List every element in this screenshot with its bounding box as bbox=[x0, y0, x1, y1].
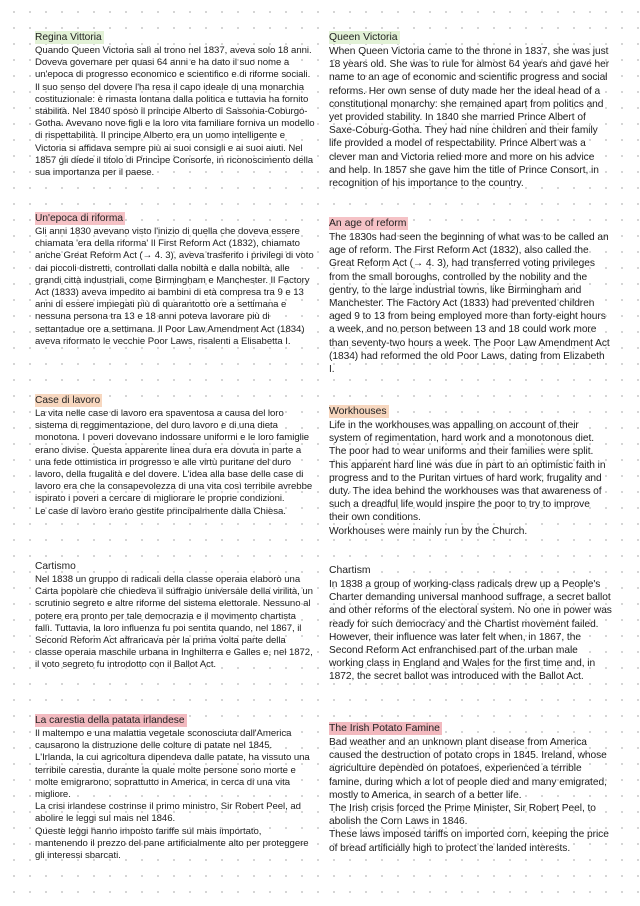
section-carestia-patata bbox=[35, 710, 315, 862]
section-paragraph: Nel 1838 un gruppo di radicali della classe operaia elaborò una Carta popolare che chiedeva il suffragio universale della virilità, un scrutinio segreto e altre riforme del sistema elettorale. Nessuno al potere era pronto per tale democrazia e il movimento chartista fallì. Tuttavia, la loro influenza fu poi sentita quando, nel 1867, il Second Reform Act affrancava per la prima volta parte della classe operaia maschile urbana in Inghilterra e Galles e, nel 1872, il voto segreto fu introdotto con il Ballot Act. bbox=[35, 574, 313, 671]
section-cartismo bbox=[35, 556, 315, 672]
section-paragraph: Workhouses were mainly run by the Church. bbox=[329, 525, 528, 537]
section-paragraph: Gli anni 1830 avevano visto l'inizio di quella che doveva essere chiamata 'era della riforma' Il First Reform Act (1832), chiamato anche Great Reform Act (→ 4. 3), aveva trasferito i privilegi di voto dai piccoli distretti, controllati dalla nobiltà e dalla nobiltà, alle grandi città industriali, come Birmingham e Manchester. Il Factory Act (1833) aveva impedito ai bambini di età compresa tra 9 e 13 anni di essere impiegati più di quarantotto ore a settimana e nessuna persona tra 13 e 18 anni poteva lavorare più di settantadue ore a settimana. Il Poor Law Amendment Act (1834) aveva riformato le vecchie Poor Laws, risalenti a Elisabetta I. bbox=[35, 226, 314, 347]
section-paragraph: Il maltempo e una malattia vegetale sconosciuta dall'America causarono la distruzione delle colture di patate nel 1845. bbox=[35, 728, 292, 752]
section-workhouses bbox=[329, 401, 612, 538]
section-heading: An age of reform bbox=[329, 218, 407, 229]
section-irish-potato-famine bbox=[329, 718, 612, 855]
section-heading: Queen Victoria bbox=[329, 32, 398, 43]
section-paragraph: The Irish crisis forced the Prime Minister, Sir Robert Peel, to abolish the Corn Laws in 1846. bbox=[329, 803, 596, 828]
section-paragraph: L'Irlanda, la cui agricoltura dipendeva dalle patate, ha vissuto una terribile carestia, durante la quale molte persone sono morte e molte emigrarono, soprattutto in America, in cerca di una vita migliore. bbox=[35, 752, 310, 801]
section-heading: Un'epoca di riforma bbox=[35, 213, 124, 224]
section-paragraph: These laws imposed tariffs on imported corn, keeping the price of bread artificially high to protect the landed interests. bbox=[329, 829, 609, 854]
section-case-di-lavoro bbox=[35, 390, 315, 518]
section-heading: Case di lavoro bbox=[35, 395, 101, 406]
section-paragraph: Quando Queen Victoria salì al trono nel 1837, aveva solo 18 anni. Doveva governare per quasi 64 anni e ha dato il suo nome a un'epoca di progresso economico e scientifico e di riforme sociali. Il suo senso del dovere l'ha resa il capo ideale di una monarchia costituzionale: è rimasta lontana dalla politica e tuttavia ha fornito stabilità. Nel 1840 sposò il principe Alberto di Sassonia-Coburgo-Gotha. Avevano nove figli e la loro vita familiare forniva un modello di rispettabilità. Il principe Alberto era un uomo intelligente e Victoria si affidava sempre più ai suoi consigli e ai suoi aiuti. Nel 1857 gli diede il titolo di Principe Consorte, in riconoscimento della sua importanza per il paese. bbox=[35, 45, 315, 179]
section-regina-vittoria bbox=[35, 27, 315, 179]
section-heading: Regina Vittoria bbox=[35, 32, 102, 43]
section-heading: La carestia della patata irlandese bbox=[35, 715, 185, 726]
section-paragraph: Life in the workhouses was appalling on account of their system of regimentation, hard work and a monotonous diet. The poor had to wear uniforms and their families were split. This apparent hard line was due in part to an optimistic faith in progress and to the Puritan virtues of hard work, frugality and duty. The idea behind the workhouses was that awareness of such a dreadful life would inspire the poor to try to improve their own conditions. bbox=[329, 420, 606, 524]
section-age-of-reform bbox=[329, 213, 612, 376]
section-heading: Chartism bbox=[329, 565, 371, 576]
section-paragraph: Le case di lavoro erano gestite principalmente dalla Chiesa. bbox=[35, 505, 286, 517]
section-heading: Workhouses bbox=[329, 406, 387, 417]
section-heading: Cartismo bbox=[35, 561, 76, 572]
section-paragraph: La crisi irlandese costrinse il primo ministro, Sir Robert Peel, ad abolire le leggi sul mais nel 1846. bbox=[35, 801, 301, 825]
section-chartism bbox=[329, 560, 612, 684]
section-paragraph: The 1830s had seen the beginning of what was to be called an age of reform. The First Reform Act (1832), also called the Great Reform Act (→ 4. 3), had transferred voting privileges from the small boroughs, controlled by the nobility and the gentry, to the large industrial towns, like Birmingham and Manchester. The Factory Act (1833) had prevented children aged 9 to 13 from being employed more than forty-eight hours a week, and no person between 13 and 18 could work more than seventy-two hours a week. The Poor Law Amendment Act (1834) had reformed the old Poor Laws, dating from Elizabeth I. bbox=[329, 232, 610, 376]
section-paragraph: In 1838 a group of working-class radicals drew up a People's Charter demanding universal manhood suffrage, a secret ballot and other reforms of the electoral system. No one in power was ready for such democracy and the Chartist movement failed. However, their influence was later felt when, in 1867, the Second Reform Act enfranchised part of the urban male working class in England and Wales for the first time and, in 1872, the secret ballot was introduced with the Ballot Act. bbox=[329, 579, 612, 683]
section-paragraph: Bad weather and an unknown plant disease from America caused the destruction of potato crops in 1845. Ireland, whose agriculture depended on potatoes, experienced a terrible famine, during which a lot of people died and many emigrated, mostly to America, in search of a better life. bbox=[329, 737, 607, 801]
section-queen-victoria bbox=[329, 27, 612, 190]
section-paragraph: Queste leggi hanno imposto tariffe sul mais importato, mantenendo il prezzo del pane artificialmente alto per proteggere gli interessi sbarcati. bbox=[35, 825, 309, 862]
section-epoca-di-riforma bbox=[35, 208, 315, 348]
section-paragraph: When Queen Victoria came to the throne in 1837, she was just 18 years old. She was to rule for almost 64 years and gave her name to an age of economic and scientific progress and social reforms. Her own sense of duty made her the ideal head of a constitutional monarchy: she remained apart from politics and yet provided stability. In 1840 she married Prince Albert of Saxe-Coburg-Gotha. They had nine children and their family life provided a model of respectability. Prince Albert was a clever man and Victoria relied more and more on his advice and help. In 1857 she gave him the title of Prince Consort, in recognition of his importance to the country. bbox=[329, 46, 610, 190]
section-heading: The Irish Potato Famine bbox=[329, 723, 440, 734]
section-paragraph: La vita nelle case di lavoro era spaventosa a causa del loro sistema di reggimentazione, del duro lavoro e di una dieta monotona. I poveri dovevano indossare uniformi e le loro famiglie erano divise. Questa apparente linea dura era dovuta in parte a una fede ottimistica in progresso e alle virtù puritane del duro lavoro, della frugalità e del dovere. L'idea alla base delle case di lavoro era che la consapevolezza di una vita così terribile avrebbe ispirato i poveri a cercare di migliorare le proprie condizioni. bbox=[35, 408, 313, 505]
